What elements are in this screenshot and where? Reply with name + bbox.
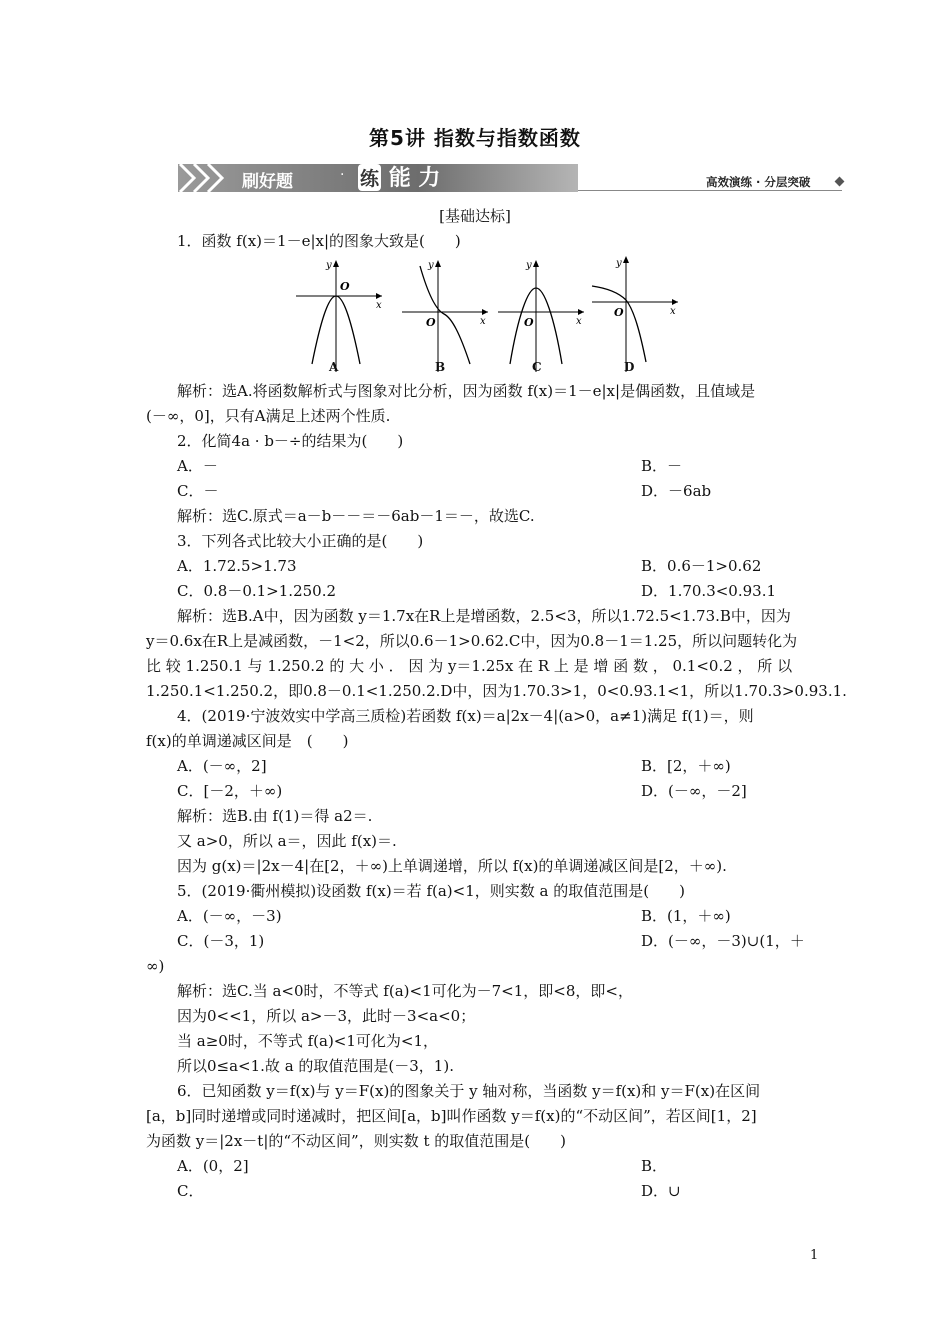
section-banner: [146, 158, 852, 194]
q3-stem: 3．下列各式比较大小正确的是( ): [177, 532, 424, 550]
origin-label: O: [426, 316, 436, 329]
banner-char: 能: [388, 166, 411, 191]
q4-answer-line: 解析：选B.由 f(1)＝得 a2＝.: [177, 807, 373, 825]
axis-label-x: x: [376, 300, 382, 311]
q4-stem: f(x)的单调递减区间是 ( ): [146, 732, 349, 750]
q1-answer-line: (－∞，0]，只有A满足上述两个性质.: [146, 407, 391, 425]
q6-option-d: D．∪: [641, 1182, 681, 1200]
q5-option-b: B．(1，＋∞): [641, 907, 731, 925]
page-title: 第5讲 指数与指数函数: [369, 126, 581, 150]
q4-answer-line: 因为 g(x)＝|2x－4|在[2，＋∞)上单调递增，所以 f(x)的单调递减区间是[2，＋∞).: [177, 857, 727, 875]
axis-label-x: x: [576, 316, 582, 327]
q5-answer-line: 解析：选C.当 a<0时，不等式 f(a)<1可化为－7<1，即<8，即<，: [177, 982, 633, 1000]
q2-stem: 2．化简4a · b－÷的结果为( ): [177, 432, 404, 450]
q6-stem: [a，b]同时递增或同时递减时，把区间[a，b]叫作函数 y＝f(x)的“不动区间”，若区间[1，2]: [146, 1107, 757, 1125]
q3-answer-line: 比 较 1.250.1 与 1.250.2 的 大 小 ． 因 为 y＝1.25x 在 R 上 是 增 函 数 ， 0.1<0.2 ， 所 以: [146, 657, 793, 675]
q5-answer-line: 所以0≤a<1.故 a 的取值范围是(－3，1).: [177, 1057, 454, 1075]
q3-option-d: D．1.70.3<0.93.1: [641, 582, 777, 600]
graph-label-a: A: [329, 360, 339, 374]
q1-answer-line: 解析：选A.将函数解析式与图象对比分析，因为函数 f(x)＝1－e|x|是偶函数，且值域是: [177, 382, 756, 400]
graph-b: [398, 254, 492, 374]
banner-dot: ·: [340, 167, 345, 183]
q4-stem: 4．(2019·宁波效实中学高三质检)若函数 f(x)＝a|2x－4|(a>0，a≠1)满足 f(1)＝，则: [177, 707, 754, 725]
banner-char: 力: [418, 166, 441, 191]
q3-option-c: C．0.8－0.1>1.250.2: [177, 582, 337, 600]
section-heading: [基础达标]: [439, 207, 511, 225]
q3-option-a: A．1.72.5>1.73: [177, 557, 297, 575]
axis-label-y: y: [616, 258, 622, 269]
q5-option-c: C．(－3，1): [177, 932, 265, 950]
page-number: 1: [810, 1248, 819, 1263]
q5-option-a: A．(－∞，－3): [177, 907, 282, 925]
graph-a: [290, 254, 384, 374]
origin-label: O: [524, 316, 534, 329]
diamond-icon: [835, 177, 845, 187]
q6-option-c: C．: [177, 1182, 204, 1200]
origin-label: O: [340, 280, 350, 293]
graph-label-d: D: [624, 360, 635, 374]
axis-label-y: y: [428, 260, 434, 271]
q3-answer-line: 解析：选B.A中，因为函数 y＝1.7x在R上是增函数，2.5<3，所以1.72.5<1.73.B中，因为: [177, 607, 791, 625]
q2-option-d: D．－6ab: [641, 482, 712, 500]
q4-option-c: C．[－2，＋∞): [177, 782, 283, 800]
axis-label-x: x: [670, 306, 676, 317]
banner-tag: 高效演练 · 分层突破: [706, 175, 811, 189]
graph-label-c: C: [532, 360, 542, 374]
q2-option-b: B．－: [641, 457, 683, 475]
origin-label: O: [614, 306, 624, 319]
banner-right-label: [358, 161, 440, 193]
q4-option-a: A．(－∞，2]: [177, 757, 267, 775]
q3-answer-line: y＝0.6x在R上是减函数，－1<2，所以0.6－1>0.62.C中，因为0.8－1＝1.25，所以问题转化为: [146, 632, 798, 650]
q6-option-a: A．(0，2]: [177, 1157, 249, 1175]
q2-option-a: A．－: [177, 457, 218, 475]
q5-answer-line: 当 a≥0时，不等式 f(a)<1可化为<1，: [177, 1032, 439, 1050]
q5-option-d-cont: ∞): [146, 957, 165, 975]
q4-option-b: B．[2，＋∞): [641, 757, 731, 775]
q2-option-c: C．－: [177, 482, 219, 500]
q3-option-b: B．0.6－1>0.62: [641, 557, 762, 575]
banner-rule: [578, 190, 842, 191]
q6-stem: 6．已知函数 y＝f(x)与 y＝F(x)的图象关于 y 轴对称，当函数 y＝f(x)和 y＝F(x)在区间: [177, 1082, 761, 1100]
graph-label-b: B: [435, 360, 446, 374]
q6-option-b: B．: [641, 1157, 668, 1175]
banner-left-label: 刷好题: [242, 172, 293, 192]
q1-stem: 1．函数 f(x)＝1－e|x|的图象大致是( ): [177, 232, 461, 250]
graph-c: [494, 254, 588, 374]
q3-answer-line: 1.250.1<1.250.2，即0.8－0.1<1.250.2.D中，因为1.70.3>1，0<0.93.1<1，所以1.70.3>0.93.1.: [146, 682, 847, 700]
q5-stem: 5．(2019·衢州模拟)设函数 f(x)＝若 f(a)<1，则实数 a 的取值范围是( ): [177, 882, 685, 900]
chevron-right-icon: [204, 162, 226, 194]
banner-char: 练: [358, 164, 381, 191]
graph-d: [588, 254, 682, 374]
axis-label-x: x: [480, 316, 486, 327]
axis-label-y: y: [326, 260, 332, 271]
q5-option-d: D．(－∞，－3)∪(1，＋: [641, 932, 805, 950]
axis-label-y: y: [526, 260, 532, 271]
q5-answer-line: 因为0<<1，所以 a>－3，此时－3<a<0；: [177, 1007, 476, 1025]
q4-answer-line: 又 a>0，所以 a＝，因此 f(x)＝.: [177, 832, 397, 850]
q4-option-d: D．(－∞，－2]: [641, 782, 747, 800]
q6-stem: 为函数 y＝|2x－t|的“不动区间”，则实数 t 的取值范围是( ): [146, 1132, 566, 1150]
q2-answer: 解析：选C.原式＝a－b－－＝－6ab－1＝－，故选C.: [177, 507, 535, 525]
